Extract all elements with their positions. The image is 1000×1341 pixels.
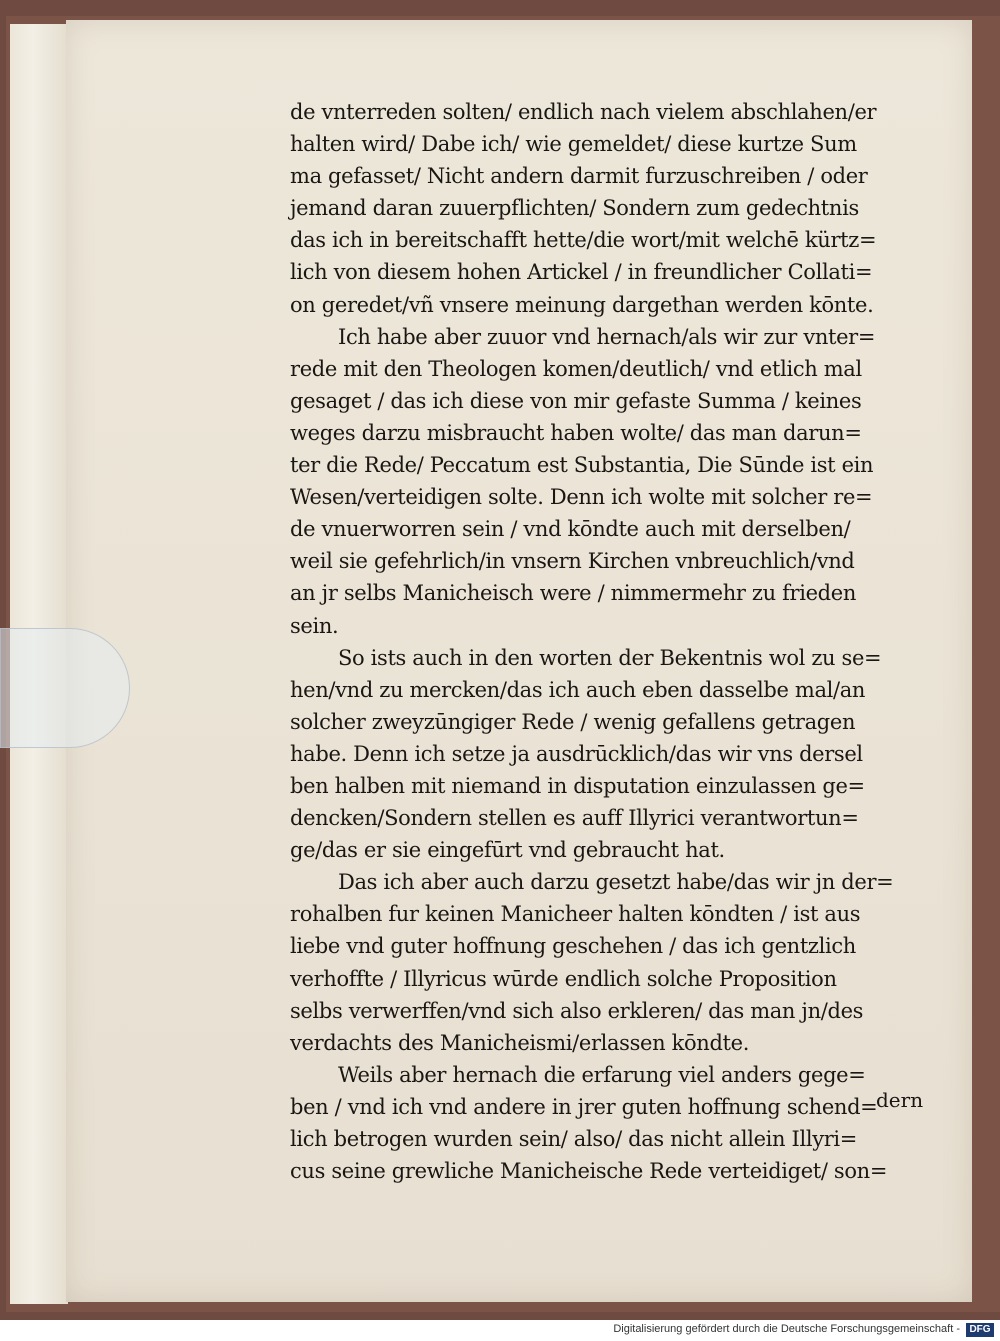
footer-credit: Digitalisierung gefördert durch die Deutsche Forschungsgemeinschaft -	[613, 1323, 960, 1335]
text-line: solcher zweyzūngiger Rede / wenig gefallens getragen	[290, 709, 856, 734]
text-line: jemand daran zuuerpflichten/ Sondern zum gedechtnis	[290, 196, 859, 221]
text-line: dencken/Sondern stellen es auff Illyrici verantwortun=	[290, 806, 859, 831]
text-line: cus seine grewliche Manicheische Rede verteidiget/ son=	[290, 1159, 888, 1184]
text-line: habe. Denn ich setze ja ausdrūcklich/das wir vns dersel	[290, 741, 863, 766]
text-line: Weils aber hernach die erfarung viel anders gege=	[338, 1062, 866, 1087]
page-text	[290, 96, 938, 1187]
dfg-logo: DFG	[966, 1323, 994, 1337]
text-line: de vnterreden solten/ endlich nach vielem abschlahen/er	[290, 100, 877, 124]
text-line: ge/das er sie eingefūrt vnd gebraucht hat.	[290, 838, 725, 863]
text-line: weges darzu misbraucht haben wolte/ das man darun=	[290, 420, 862, 445]
text-line: halten wird/ Dabe ich/ wie gemeldet/ diese kurtze Sum	[290, 132, 857, 157]
text-line: hen/vnd zu mercken/das ich auch eben dasselbe mal/an	[290, 677, 866, 702]
footer-bar	[0, 1320, 1000, 1341]
text-line: liebe vnd guter hoffnung geschehen / das ich gentzlich	[290, 934, 856, 959]
text-line: verhoffte / Illyricus wūrde endlich solche Proposition	[290, 966, 837, 991]
text-line: verdachts des Manicheismi/erlassen kōndte.	[290, 1030, 750, 1055]
text-line: lich von diesem hohen Artickel / in freundlicher Collati=	[290, 260, 873, 285]
text-line: an jr selbs Manicheisch were / nimmermehr zu frieden	[290, 581, 857, 606]
text-line: ter die Rede/ Peccatum est Substantia, Die Sūnde ist ein	[290, 453, 874, 478]
text-line: So ists auch in den worten der Bekentnis wol zu se=	[338, 645, 882, 670]
text-line: gesaget / das ich diese von mir gefaste Summa / keines	[290, 388, 862, 413]
text-line: Das ich aber auch darzu gesetzt habe/das wir jn der=	[338, 870, 894, 895]
text-line: selbs verwerffen/vnd sich also erkleren/ das man jn/des	[290, 998, 864, 1023]
text-line: rohalben fur keinen Manicheer halten kōndten / ist aus	[290, 902, 861, 927]
text-line: rede mit den Theologen komen/deutlich/ vnd etlich mal	[290, 356, 862, 381]
text-line: weil sie gefehrlich/in vnsern Kirchen vnbreuchlich/vnd	[290, 549, 855, 574]
transparent-clip	[0, 628, 130, 748]
text-line: ben halben mit niemand in disputation einzulassen ge=	[290, 773, 865, 798]
text-line: sein.	[290, 613, 339, 638]
text-line: Ich habe aber zuuor vnd hernach/als wir zur vnter=	[338, 324, 876, 349]
text-line: ma gefasset/ Nicht andern darmit furzuschreiben / oder	[290, 164, 868, 189]
text-line: das ich in bereitschafft hette/die wort/mit welchē kürtz=	[290, 228, 877, 253]
text-line: de vnuerworren sein / vnd kōndte auch mit derselben/	[290, 517, 851, 542]
text-line: ben / vnd ich vnd andere in jrer guten hoffnung schend=	[290, 1094, 878, 1119]
catchword: dern	[876, 1088, 924, 1112]
text-line: lich betrogen wurden sein/ also/ das nicht allein Illyri=	[290, 1127, 858, 1151]
text-line: Wesen/verteidigen solte. Denn ich wolte mit solcher re=	[290, 485, 873, 510]
text-line: on geredet/vñ vnsere meinung dargethan werden kōnte.	[290, 292, 874, 317]
